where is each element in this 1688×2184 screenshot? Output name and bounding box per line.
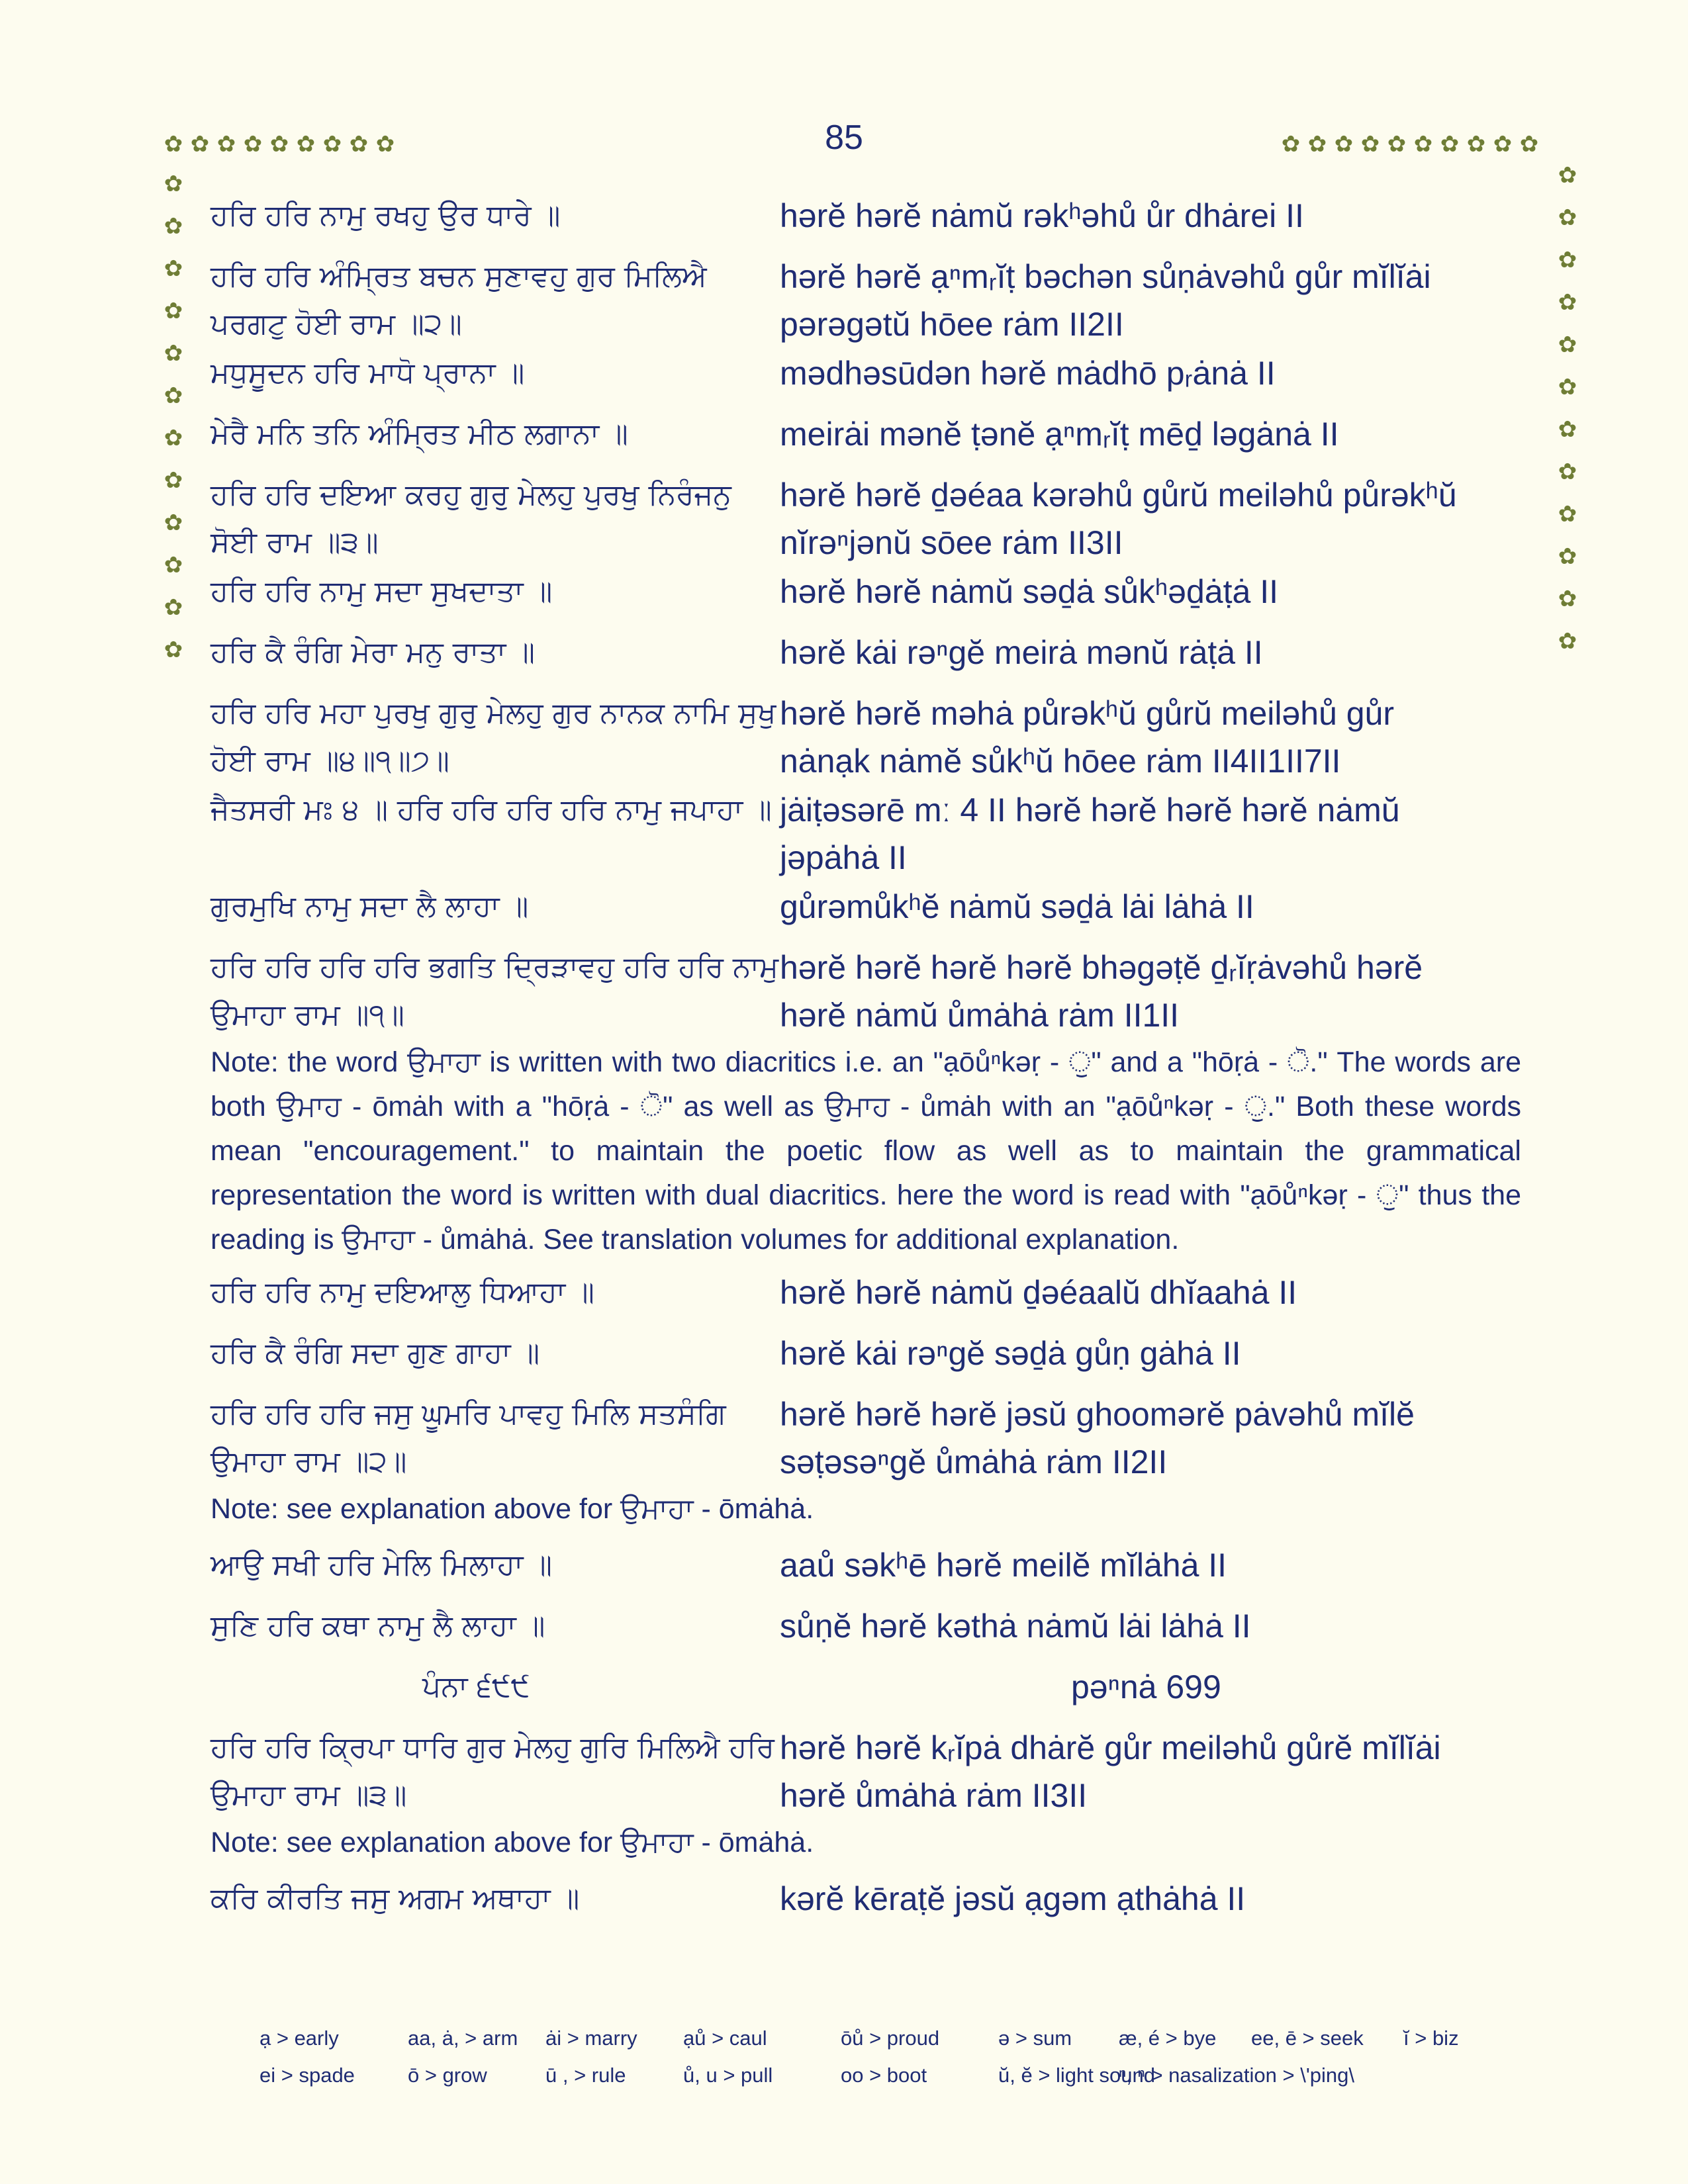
flower-icon: ✿ bbox=[1493, 132, 1513, 157]
verse-row bbox=[211, 410, 1521, 471]
page-marker bbox=[211, 1663, 1521, 1724]
gurmukhi-line: ਹਰਿ ਹਰਿ ਹਰਿ ਹਰਿ ਭਗਤਿ ਦ੍ਰਿੜਾਵਹੁ ਹਰਿ ਹਰਿ ਨਾਮੁ ਉਮਾਹਾ ਰਾਮ ॥੧॥ bbox=[211, 950, 779, 1032]
transliteration-line: jȧiṭəsərē mː 4 II hərĕ hərĕ hərĕ hərĕ nȧmŭ jəpȧhȧ II bbox=[780, 792, 1400, 876]
flower-icon: ✿ bbox=[269, 132, 289, 157]
verse-row bbox=[211, 1269, 1521, 1330]
flower-icon: ✿ bbox=[164, 383, 183, 408]
verse-row bbox=[211, 1541, 1521, 1602]
transliteration-line: hərĕ hərĕ nȧmŭ ḏəéaalŭ dhĭaahȧ II bbox=[780, 1274, 1297, 1311]
verse-row bbox=[211, 629, 1521, 690]
transliteration-line: hərĕ hərĕ nȧmŭ rəkʰəhů ůr dhȧrei II bbox=[780, 197, 1304, 234]
transliteration-line: sůṇĕ hərĕ kəthȧ nȧmŭ lȧi lȧhȧ II bbox=[780, 1608, 1251, 1645]
flower-icon: ✿ bbox=[1558, 163, 1577, 188]
verse-block-4 bbox=[211, 1724, 1521, 1821]
flower-icon: ✿ bbox=[164, 171, 183, 197]
gurmukhi-line: ਹਰਿ ਕੈ ਰੰਗਿ ਸਦਾ ਗੁਣ ਗਾਹਾ ॥ bbox=[211, 1336, 540, 1370]
note-see-above-1: Note: see explanation above for ਉਮਾਹਾ - ōmȧhȧ. bbox=[211, 1493, 814, 1525]
gurmukhi-line: ਸੁਣਿ ਹਰਿ ਕਥਾ ਨਾਮੁ ਲੈ ਲਾਹਾ ॥ bbox=[211, 1609, 545, 1643]
flower-icon: ✿ bbox=[164, 468, 183, 493]
flower-icon: ✿ bbox=[1558, 332, 1577, 357]
verse-block-5 bbox=[211, 1875, 1521, 1936]
verse-row bbox=[211, 349, 1521, 410]
verse-content bbox=[211, 192, 1521, 1936]
legend-item: ĭ > biz bbox=[1403, 2026, 1459, 2050]
verse-row bbox=[211, 690, 1521, 786]
transliteration-line: gůrəmůkʰĕ nȧmŭ səḏȧ lȧi lȧhȧ II bbox=[780, 888, 1254, 925]
gurmukhi-line: ਮੇਰੈ ਮਨਿ ਤਨਿ ਅੰਮ੍ਰਿਤ ਮੀਠ ਲਗਾਨਾ ॥ bbox=[211, 417, 628, 451]
gurmukhi-line: ਹਰਿ ਹਰਿ ਨਾਮੁ ਸਦਾ ਸੁਖਦਾਤਾ ॥ bbox=[211, 574, 553, 608]
transliteration-line: hərĕ hərĕ ạⁿmᵣĭṭ bəchən sůṇȧvəhů gůr mĭlĭȧi pərəgətŭ hōee rȧm II2II bbox=[780, 258, 1431, 343]
page-marker-gurmukhi: ਪੰਨਾ ੬੯੯ bbox=[422, 1670, 530, 1704]
flower-icon: ✿ bbox=[1387, 132, 1407, 157]
gurmukhi-line: ਹਰਿ ਹਰਿ ਦਇਆ ਕਰਹੁ ਗੁਰੁ ਮੇਲਹੁ ਪੁਰਖੁ ਨਿਰੰਜਨੁ ਸੋਈ ਰਾਮ ॥੩॥ bbox=[211, 478, 731, 559]
flower-icon: ✿ bbox=[164, 637, 183, 662]
flower-icon: ✿ bbox=[1558, 290, 1577, 315]
verse-row bbox=[211, 883, 1521, 944]
flower-icon: ✿ bbox=[164, 426, 183, 451]
flower-icon: ✿ bbox=[322, 132, 342, 157]
transliteration-line: hərĕ hərĕ hərĕ hərĕ bhəgəṭĕ ḏᵣĭṛȧvəhů hərĕ hərĕ nȧmŭ ůmȧhȧ rȧm II1II bbox=[780, 949, 1423, 1034]
verse-row bbox=[211, 1390, 1521, 1487]
flower-icon: ✿ bbox=[243, 132, 263, 157]
flower-icon: ✿ bbox=[164, 510, 183, 535]
flower-icon: ✿ bbox=[164, 214, 183, 239]
gurmukhi-line: ਕਰਿ ਕੀਰਤਿ ਜਸੁ ਅਗਮ ਅਥਾਹਾ ॥ bbox=[211, 1882, 580, 1915]
flower-icon: ✿ bbox=[164, 132, 183, 157]
transliteration-line: hərĕ kȧi rəⁿgĕ meirȧ mənŭ rȧṭȧ II bbox=[780, 634, 1263, 671]
gurmukhi-line: ਮਧੁਸੂਦਨ ਹਰਿ ਮਾਧੋ ਪ੍ਰਾਨਾ ॥ bbox=[211, 356, 525, 390]
transliteration-line: hərĕ hərĕ kᵣĭpȧ dhȧrĕ gůr meiləhů gůrĕ mĭlĭȧi hərĕ ůmȧhȧ rȧm II3II bbox=[780, 1729, 1441, 1814]
transliteration-line: hərĕ kȧi rəⁿgĕ səḏȧ gůṇ gȧhȧ II bbox=[780, 1335, 1241, 1372]
flower-icon: ✿ bbox=[164, 553, 183, 578]
flower-icon: ✿ bbox=[1558, 502, 1577, 527]
gurmukhi-line: ਹਰਿ ਹਰਿ ਅੰਮ੍ਰਿਤ ਬਚਨ ਸੁਣਾਵਹੁ ਗੁਰ ਮਿਲਿਐ ਪਰਗਟੁ ਹੋਈ ਰਾਮ ॥੨॥ bbox=[211, 259, 707, 341]
legend-item: ō > grow bbox=[408, 2064, 487, 2087]
gurmukhi-line: ਹਰਿ ਹਰਿ ਹਰਿ ਜਸੁ ਘੂਮਰਿ ਪਾਵਹੁ ਮਿਲਿ ਸਤਸੰਗਿ ਉਮਾਹਾ ਰਾਮ ॥੨॥ bbox=[211, 1397, 726, 1479]
legend-item: ŭ, ĕ > light sound bbox=[998, 2064, 1155, 2087]
note-umaha-explanation: Note: the word ਉਮਾਹਾ is written with two diacritics i.e. an "ạōůⁿkəṛ - ੁ" and a "hōṛȧ - ੋ." The words are both ਉਮਾਹ - ōmȧh with a "hōṛȧ - ੋ" as well as ਉਮਾਹ - ůmȧh with an "ạōůⁿkəṛ - ੁ." Both these words mean "encouragement." to maintain the poetic flow as well as to maintain the grammatical representation the word is written with dual diacritics. here the word is read with "ạōůⁿkəṛ - ੁ" thus the reading is ਉਮਾਹਾ - ůmȧhȧ. See translation volumes for additional explanation. bbox=[211, 1046, 1521, 1255]
flower-icon: ✿ bbox=[1558, 459, 1577, 484]
gurmukhi-line: ਹਰਿ ਹਰਿ ਕ੍ਰਿਪਾ ਧਾਰਿ ਗੁਰ ਮੇਲਹੁ ਗੁਰਿ ਮਿਲਿਐ ਹਰਿ ਉਮਾਹਾ ਰਾਮ ॥੩॥ bbox=[211, 1731, 774, 1812]
flower-icon: ✿ bbox=[1558, 375, 1577, 400]
legend-item: oo > boot bbox=[841, 2064, 927, 2087]
flower-icon: ✿ bbox=[1558, 544, 1577, 569]
legend-item: ōů > proud bbox=[841, 2026, 940, 2050]
legend-item: ə > sum bbox=[998, 2026, 1072, 2050]
verse-block-1 bbox=[211, 192, 1521, 1040]
flower-icon: ✿ bbox=[1558, 586, 1577, 612]
flower-icon: ✿ bbox=[190, 132, 210, 157]
legend-item: ȧi > marry bbox=[545, 2026, 637, 2050]
flower-icon: ✿ bbox=[1307, 132, 1327, 157]
verse-row bbox=[211, 1875, 1521, 1936]
gurmukhi-line: ਜੈਤਸਰੀ ਮਃ ੪ ॥ ਹਰਿ ਹਰਿ ਹਰਿ ਹਰਿ ਨਾਮੁ ਜਪਾਹਾ ॥ bbox=[211, 793, 772, 827]
gurmukhi-line: ਗੁਰਮੁਖਿ ਨਾਮੁ ਸਦਾ ਲੈ ਲਾਹਾ ॥ bbox=[211, 889, 529, 923]
gurmukhi-line: ਹਰਿ ਕੈ ਰੰਗਿ ਮੇਰਾ ਮਨੁ ਰਾਤਾ ॥ bbox=[211, 635, 535, 669]
gurmukhi-line: ਹਰਿ ਹਰਿ ਨਾਮੁ ਰਖਹੁ ਉਰ ਧਾਰੇ ॥ bbox=[211, 199, 561, 232]
flower-icon: ✿ bbox=[349, 132, 369, 157]
flower-icon: ✿ bbox=[1360, 132, 1380, 157]
gurmukhi-line: ਆਉ ਸਖੀ ਹਰਿ ਮੇਲਿ ਮਿਲਾਹਾ ॥ bbox=[211, 1548, 553, 1582]
flower-icon: ✿ bbox=[216, 132, 236, 157]
transliteration-line: aaů səkʰē hərĕ meilĕ mĭlȧhȧ II bbox=[780, 1547, 1227, 1584]
legend-item bbox=[1251, 2066, 1403, 2085]
legend-item: ů, u > pull bbox=[683, 2064, 773, 2087]
flower-icon: ✿ bbox=[1558, 248, 1577, 273]
gurmukhi-line: ਹਰਿ ਹਰਿ ਮਹਾ ਪੁਰਖੁ ਗੁਰੁ ਮੇਲਹੁ ਗੁਰ ਨਾਨਕ ਨਾਮਿ ਸੁਖੁ ਹੋਈ ਰਾਮ ॥੪॥੧॥੭॥ bbox=[211, 696, 776, 778]
note-see-above-2: Note: see explanation above for ਉਮਾਹਾ - ōmȧhȧ. bbox=[211, 1827, 814, 1858]
verse-block-2 bbox=[211, 1269, 1521, 1487]
transliteration-line: hərĕ hərĕ nȧmŭ səḏȧ sůkʰəḏȧṭȧ II bbox=[780, 573, 1278, 610]
legend-item: ạ > early bbox=[259, 2026, 339, 2050]
verse-row bbox=[211, 786, 1521, 883]
page-marker-transliteration: pəⁿnȧ 699 bbox=[1071, 1668, 1221, 1706]
flower-icon: ✿ bbox=[164, 298, 183, 324]
flower-icon: ✿ bbox=[164, 595, 183, 620]
transliteration-line: hərĕ hərĕ məhȧ půrəkʰŭ gůrŭ meiləhů gůr nȧnạk nȧmĕ sůkʰŭ hōee rȧm II4II1II7II bbox=[780, 695, 1395, 780]
page-number: 85 bbox=[825, 118, 863, 157]
verse-row bbox=[211, 568, 1521, 629]
transliteration-line: kərĕ kēraṭĕ jəsŭ ạgəm ạthȧhȧ II bbox=[780, 1880, 1246, 1917]
flower-icon: ✿ bbox=[1466, 132, 1486, 157]
verse-row bbox=[211, 471, 1521, 568]
pronunciation-legend bbox=[259, 2026, 1509, 2087]
flower-icon: ✿ bbox=[1558, 417, 1577, 442]
flower-icon: ✿ bbox=[1558, 629, 1577, 654]
verse-row bbox=[211, 1330, 1521, 1390]
legend-item: ⁿ, ⁿ > nasalization > \'ping\ bbox=[1119, 2064, 1354, 2087]
verse-row bbox=[211, 1724, 1521, 1821]
verse-row bbox=[211, 253, 1521, 349]
verse-row bbox=[211, 192, 1521, 253]
flower-icon: ✿ bbox=[1281, 132, 1301, 157]
flower-icon: ✿ bbox=[1558, 205, 1577, 230]
flower-icon: ✿ bbox=[1519, 132, 1539, 157]
verse-row bbox=[211, 1602, 1521, 1663]
verse-row bbox=[211, 944, 1521, 1040]
transliteration-line: mədhəsūdən hərĕ mȧdhō pᵣȧnȧ II bbox=[780, 355, 1276, 392]
flower-icon: ✿ bbox=[1440, 132, 1460, 157]
legend-item: aa, ȧ, > arm bbox=[408, 2026, 518, 2050]
gurmukhi-line: ਹਰਿ ਹਰਿ ਨਾਮੁ ਦਇਆਲੁ ਧਿਆਹਾ ॥ bbox=[211, 1275, 594, 1309]
legend-item bbox=[1403, 2066, 1509, 2085]
flower-icon: ✿ bbox=[1334, 132, 1354, 157]
verse-block-3 bbox=[211, 1541, 1521, 1663]
flower-icon: ✿ bbox=[164, 341, 183, 366]
flower-icon: ✿ bbox=[296, 132, 316, 157]
transliteration-line: hərĕ hərĕ ḏəéaa kərəhů gůrŭ meiləhů půrəkʰŭ nĭrəⁿjənŭ sōee rȧm II3II bbox=[780, 477, 1457, 561]
legend-item: ạů > caul bbox=[683, 2026, 767, 2050]
legend-item: æ, é > bye bbox=[1119, 2026, 1217, 2050]
flower-icon: ✿ bbox=[375, 132, 395, 157]
legend-item: ee, ē > seek bbox=[1251, 2026, 1364, 2050]
transliteration-line: meirȧi mənĕ ṭənĕ ạⁿmᵣĭṭ mēḏ ləgȧnȧ II bbox=[780, 416, 1339, 453]
transliteration-line: hərĕ hərĕ hərĕ jəsŭ ghoomərĕ pȧvəhů mĭlĕ səṭəsəⁿgĕ ůmȧhȧ rȧm II2II bbox=[780, 1396, 1415, 1480]
flower-icon: ✿ bbox=[1413, 132, 1433, 157]
legend-item: ei > spade bbox=[259, 2064, 355, 2087]
flower-icon: ✿ bbox=[164, 256, 183, 281]
legend-item: ū , > rule bbox=[545, 2064, 626, 2087]
